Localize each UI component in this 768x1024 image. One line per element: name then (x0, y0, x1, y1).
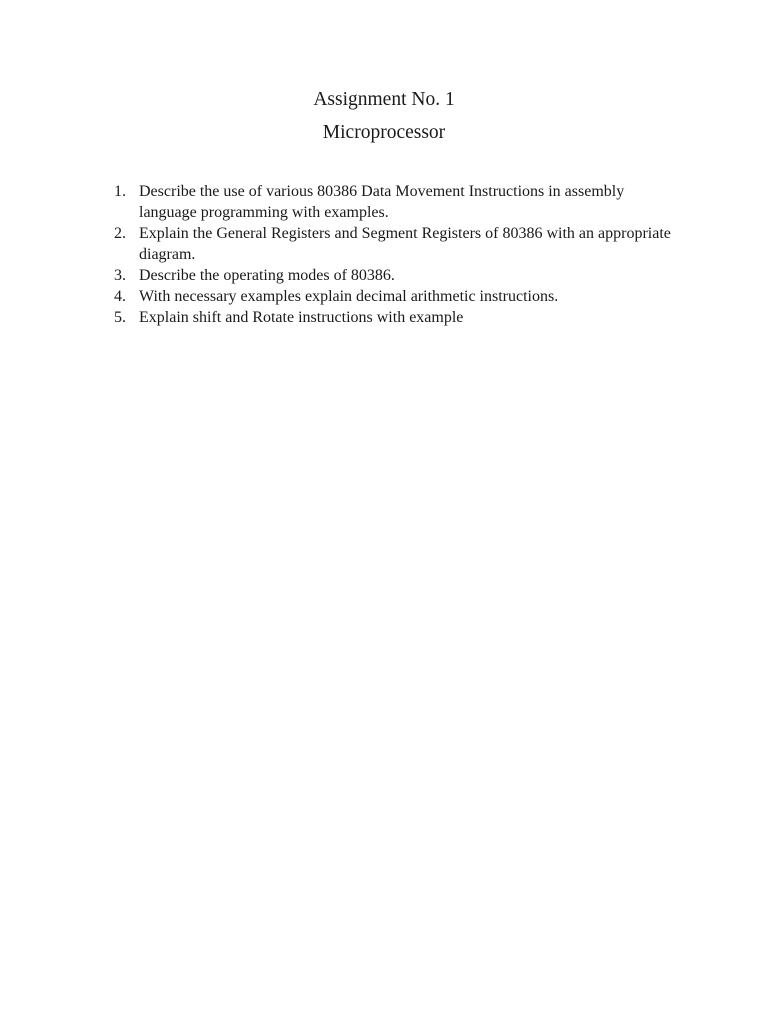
question-text: Explain shift and Rotate instructions with example (139, 309, 464, 326)
question-text: With necessary examples explain decimal arithmetic instructions. (139, 288, 559, 305)
question-item (114, 265, 674, 286)
question-text: Describe the operating modes of 80386. (139, 267, 395, 284)
question-number: 2. (114, 225, 126, 242)
question-number: 3. (114, 267, 126, 284)
assignment-title: Assignment No. 1 (313, 89, 455, 110)
question-item (114, 181, 674, 223)
question-item (114, 307, 674, 328)
question-number: 1. (114, 183, 126, 200)
question-text: Explain the General Registers and Segment Registers of 80386 with an appropriate diagram. (139, 225, 671, 263)
question-item (114, 286, 674, 307)
subject-title: Microprocessor (322, 122, 446, 143)
question-number: 5. (114, 309, 126, 326)
question-item (114, 223, 674, 265)
question-text: Describe the use of various 80386 Data Movement Instructions in assembly language programming with examples. (139, 183, 625, 221)
question-list (114, 181, 674, 328)
question-number: 4. (114, 288, 126, 305)
